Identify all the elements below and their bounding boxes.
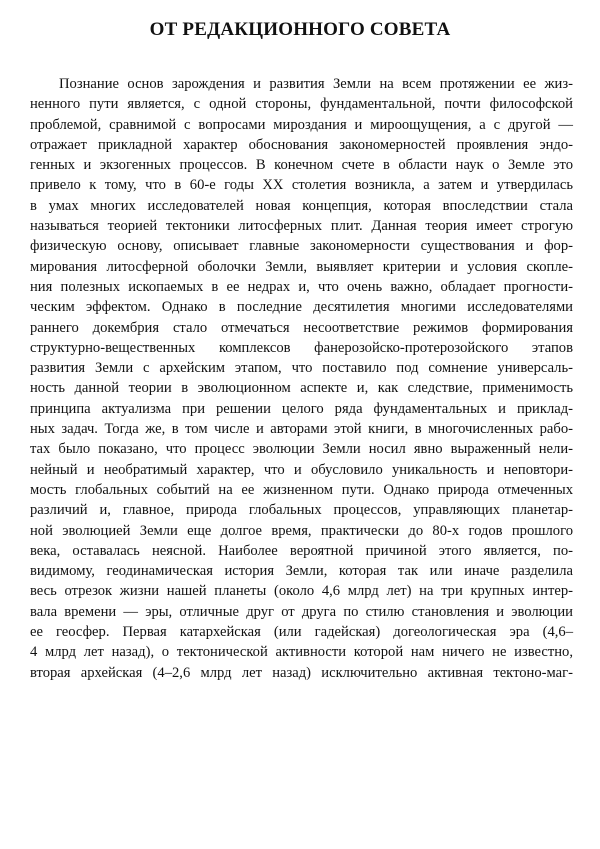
paragraph-line: в умах многих исследователей новая концепция, которая впоследствии стала bbox=[30, 197, 573, 214]
paragraph-line: тах было показано, что процесс эволюции Земли носил явно выраженный нели- bbox=[30, 441, 573, 458]
paragraph-line: ненного пути является, с одной стороны, фундаментальной, почти философской bbox=[30, 96, 573, 113]
paragraph-line: структурно-вещественных комплексов фанерозойско-протерозойского этапов bbox=[30, 339, 573, 356]
paragraph-line: ной эволюцией Земли еще долгое время, практически до 80-х годов прошлого bbox=[30, 522, 573, 539]
paragraph-line: развития Земли с архейским этапом, что поставило под сомнение универсаль- bbox=[30, 360, 573, 377]
paragraph-line: Познание основ зарождения и развития Земли на всем протяжении ее жиз- bbox=[59, 76, 573, 92]
paragraph-line: принципа актуализма при решении целого ряда фундаментальных и приклад- bbox=[30, 400, 573, 417]
paragraph-line: вала времени — эры, отличные друг от друга по стилю становления и эволюции bbox=[30, 603, 573, 620]
paragraph-line: ее геосфер. Первая катархейская (или гадейская) догеологическая эра (4,6– bbox=[30, 624, 573, 641]
paragraph-line: генных и экзогенных процессов. В конечном счете в области наук о Земле это bbox=[30, 157, 573, 174]
paragraph-line: называться теорией тектоники литосферных плит. Данная теория имеет строгую bbox=[30, 218, 573, 235]
paragraph-line: ния полезных ископаемых в ее недрах и, что очень важно, обладает прогности- bbox=[30, 278, 573, 295]
paragraph-line: отражает прикладной характер обоснования закономерностей проявления эндо- bbox=[30, 136, 573, 153]
paragraph-line: ных задач. Тогда же, в том числе и авторами этой книги, в многочисленных рабо- bbox=[30, 421, 573, 438]
paragraph-line: весь отрезок жизни нашей планеты (около 4,6 млрд лет) на три крупных интер- bbox=[30, 583, 573, 600]
paragraph-line: привело к тому, что в 60-е годы XX столетия возникла, а затем и утвердилась bbox=[30, 177, 573, 194]
paragraph-line: вторая архейская (4–2,6 млрд лет назад) исключительно активная тектоно-маг- bbox=[30, 664, 573, 681]
paragraph-line: ческим эффектом. Однако в последние десятилетия многими исследователями bbox=[30, 299, 573, 316]
paragraph-line: 4 млрд лет назад), о тектонической активности которой нам ничего не известно, bbox=[30, 644, 573, 661]
paragraph-line: физическую основу, описывает главные закономерности существования и фор- bbox=[30, 238, 573, 255]
paragraph-line: раннего докембрия стало отмечаться несоответствие режимов формирования bbox=[30, 319, 573, 336]
paragraph-line: ность данной теории в эволюционном аспекте и, как следствие, применимость bbox=[30, 380, 573, 397]
paragraph-line: века, оставалась неясной. Наиболее вероятной причиной этого является, по- bbox=[30, 542, 573, 559]
paragraph-line: различий и, главное, природа глобальных процессов, управляющих планетар- bbox=[30, 502, 573, 519]
paragraph-line: мирования литосферной оболочки Земли, выявляет критерии и условия скопле- bbox=[30, 258, 573, 275]
paragraph-line: проблемой, сравнимой с вопросами мироздания и мироощущения, а с другой — bbox=[30, 116, 573, 133]
page-title: ОТ РЕДАКЦИОННОГО СОВЕТА bbox=[149, 19, 451, 40]
paragraph-line: видимому, геодинамическая история Земли, которая так или иначе разделила bbox=[30, 563, 573, 580]
paragraph-line: мость глобальных событий на ее жизненном пути. Однако природа отмеченных bbox=[30, 481, 573, 498]
body-paragraph bbox=[30, 74, 573, 683]
paragraph-line: нейный и необратимый характер, что и обусловило уникальность и неповтори- bbox=[30, 461, 573, 478]
